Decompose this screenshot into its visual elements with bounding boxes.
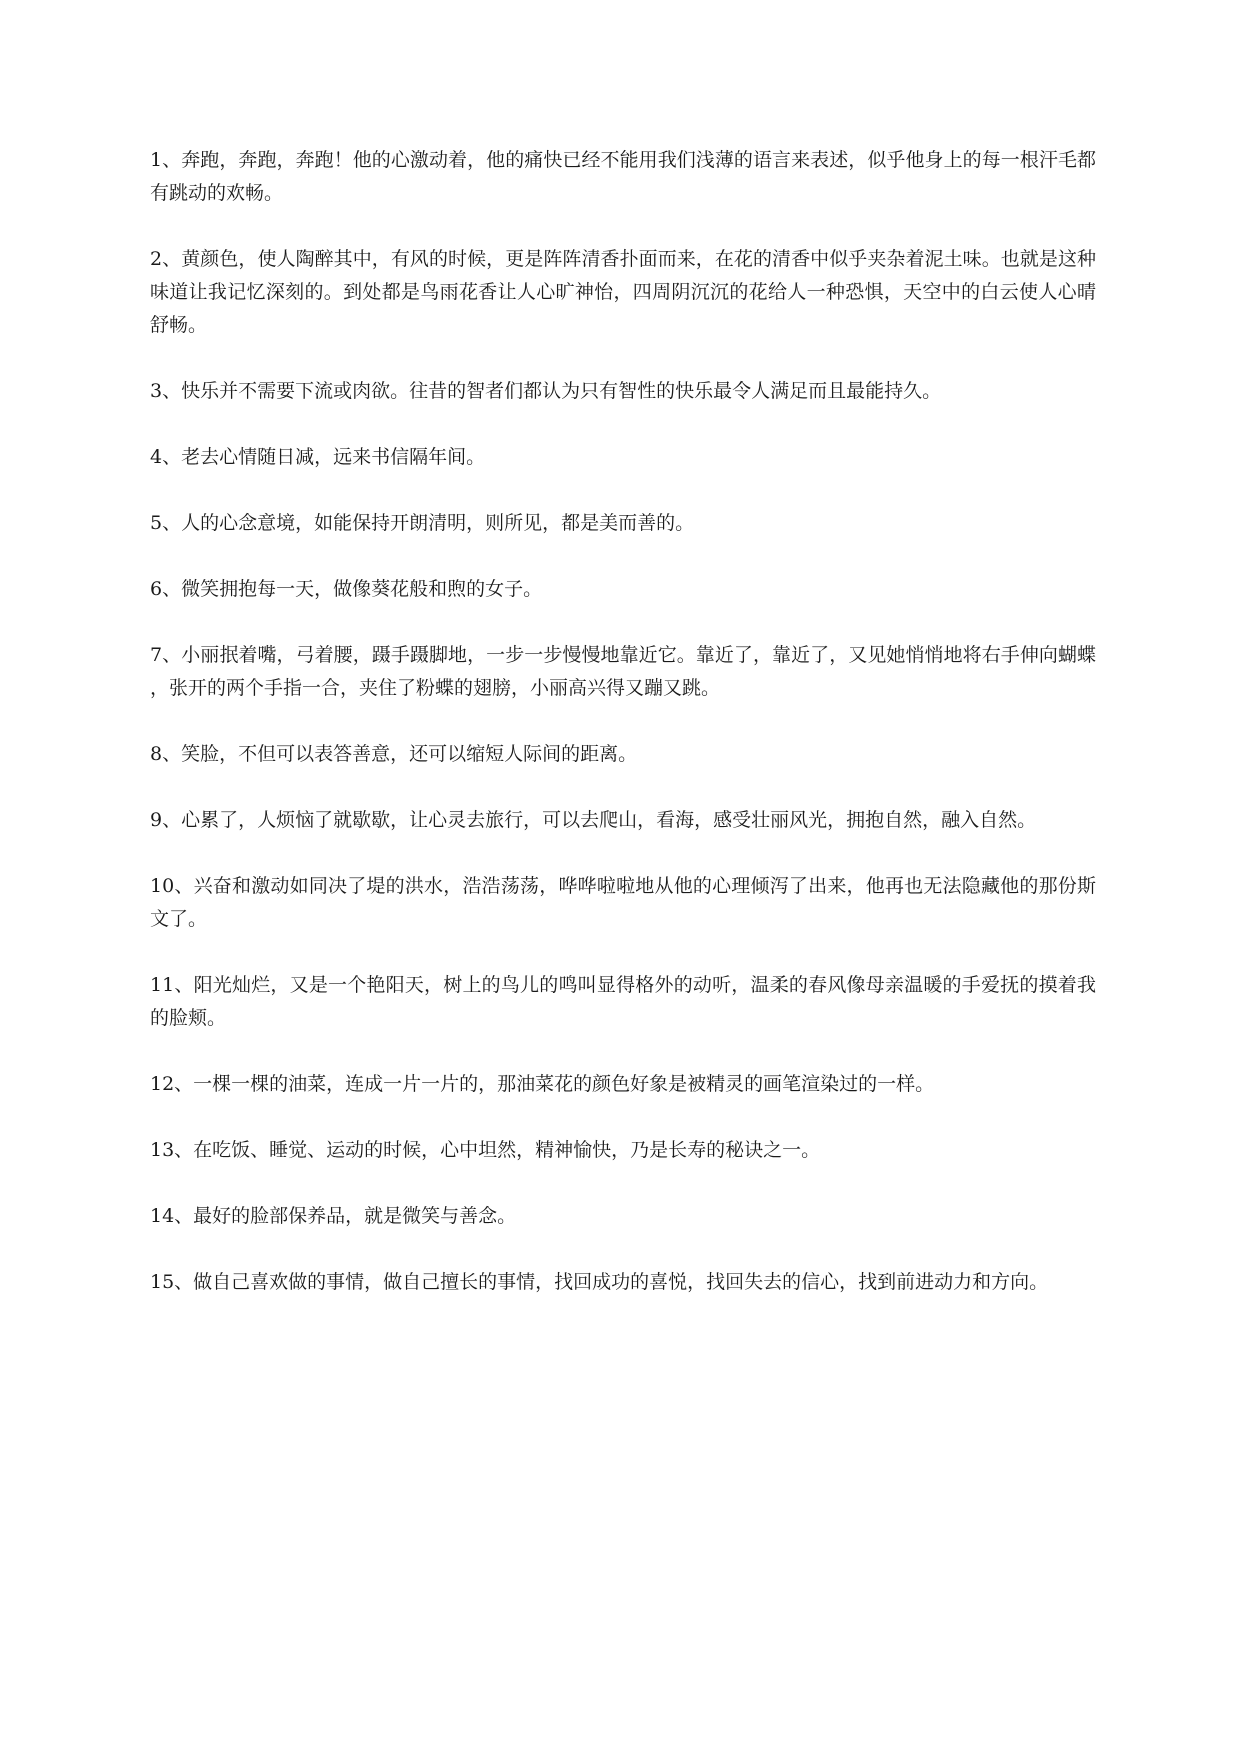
paragraph-11: 11、阳光灿烂，又是一个艳阳天，树上的鸟儿的鸣叫显得格外的动听，温柔的春风像母亲温暖的手爱抚的摸着我的脸颊。 [150,974,1096,1029]
paragraph-1: 1、奔跑，奔跑，奔跑！他的心激动着，他的痛快已经不能用我们浅薄的语言来表述，似乎他身上的每一根汗毛都有跳动的欢畅。 [150,149,1096,204]
paragraph-9: 9、心累了，人烦恼了就歇歇，让心灵去旅行，可以去爬山，看海，感受壮丽风光，拥抱自然，融入自然。 [150,809,1037,831]
paragraph-7: 7、小丽抿着嘴，弓着腰，蹑手蹑脚地，一步一步慢慢地靠近它。靠近了，靠近了，又见她悄悄地将右手伸向蝴蝶，张开的两个手指一合，夹住了粉蝶的翅膀，小丽高兴得又蹦又跳。 [150,644,1096,699]
paragraph-15: 15、做自己喜欢做的事情，做自己擅长的事情，找回成功的喜悦，找回失去的信心，找到前进动力和方向。 [150,1271,1049,1293]
paragraph-6: 6、微笑拥抱每一天，做像葵花般和煦的女子。 [150,578,543,600]
paragraph-8: 8、笑脸，不但可以表答善意，还可以缩短人际间的距离。 [150,743,638,765]
paragraph-14: 14、最好的脸部保养品，就是微笑与善念。 [150,1205,517,1227]
paragraph-2: 2、黄颜色，使人陶醉其中，有风的时候，更是阵阵清香扑面而来，在花的清香中似乎夹杂着泥土味。也就是这种味道让我记忆深刻的。到处都是鸟雨花香让人心旷神怡，四周阴沉沉的花给人一种恐惧，天空中的白云使人心晴舒畅。 [150,248,1096,336]
paragraph-3: 3、快乐并不需要下流或肉欲。往昔的智者们都认为只有智性的快乐最令人满足而且最能持久。 [150,380,942,402]
paragraph-4: 4、老去心情随日减，远来书信隔年间。 [150,446,486,468]
paragraph-5: 5、人的心念意境，如能保持开朗清明，则所见，都是美而善的。 [150,512,695,534]
document-body [150,144,1096,1332]
paragraph-13: 13、在吃饭、睡觉、运动的时候，心中坦然，精神愉快，乃是长寿的秘诀之一。 [150,1139,821,1161]
paragraph-10: 10、兴奋和激动如同决了堤的洪水，浩浩荡荡，哗哗啦啦地从他的心理倾泻了出来，他再也无法隐藏他的那份斯文了。 [150,875,1096,930]
paragraph-12: 12、一棵一棵的油菜，连成一片一片的，那油菜花的颜色好象是被精灵的画笔渲染过的一样。 [150,1073,935,1095]
